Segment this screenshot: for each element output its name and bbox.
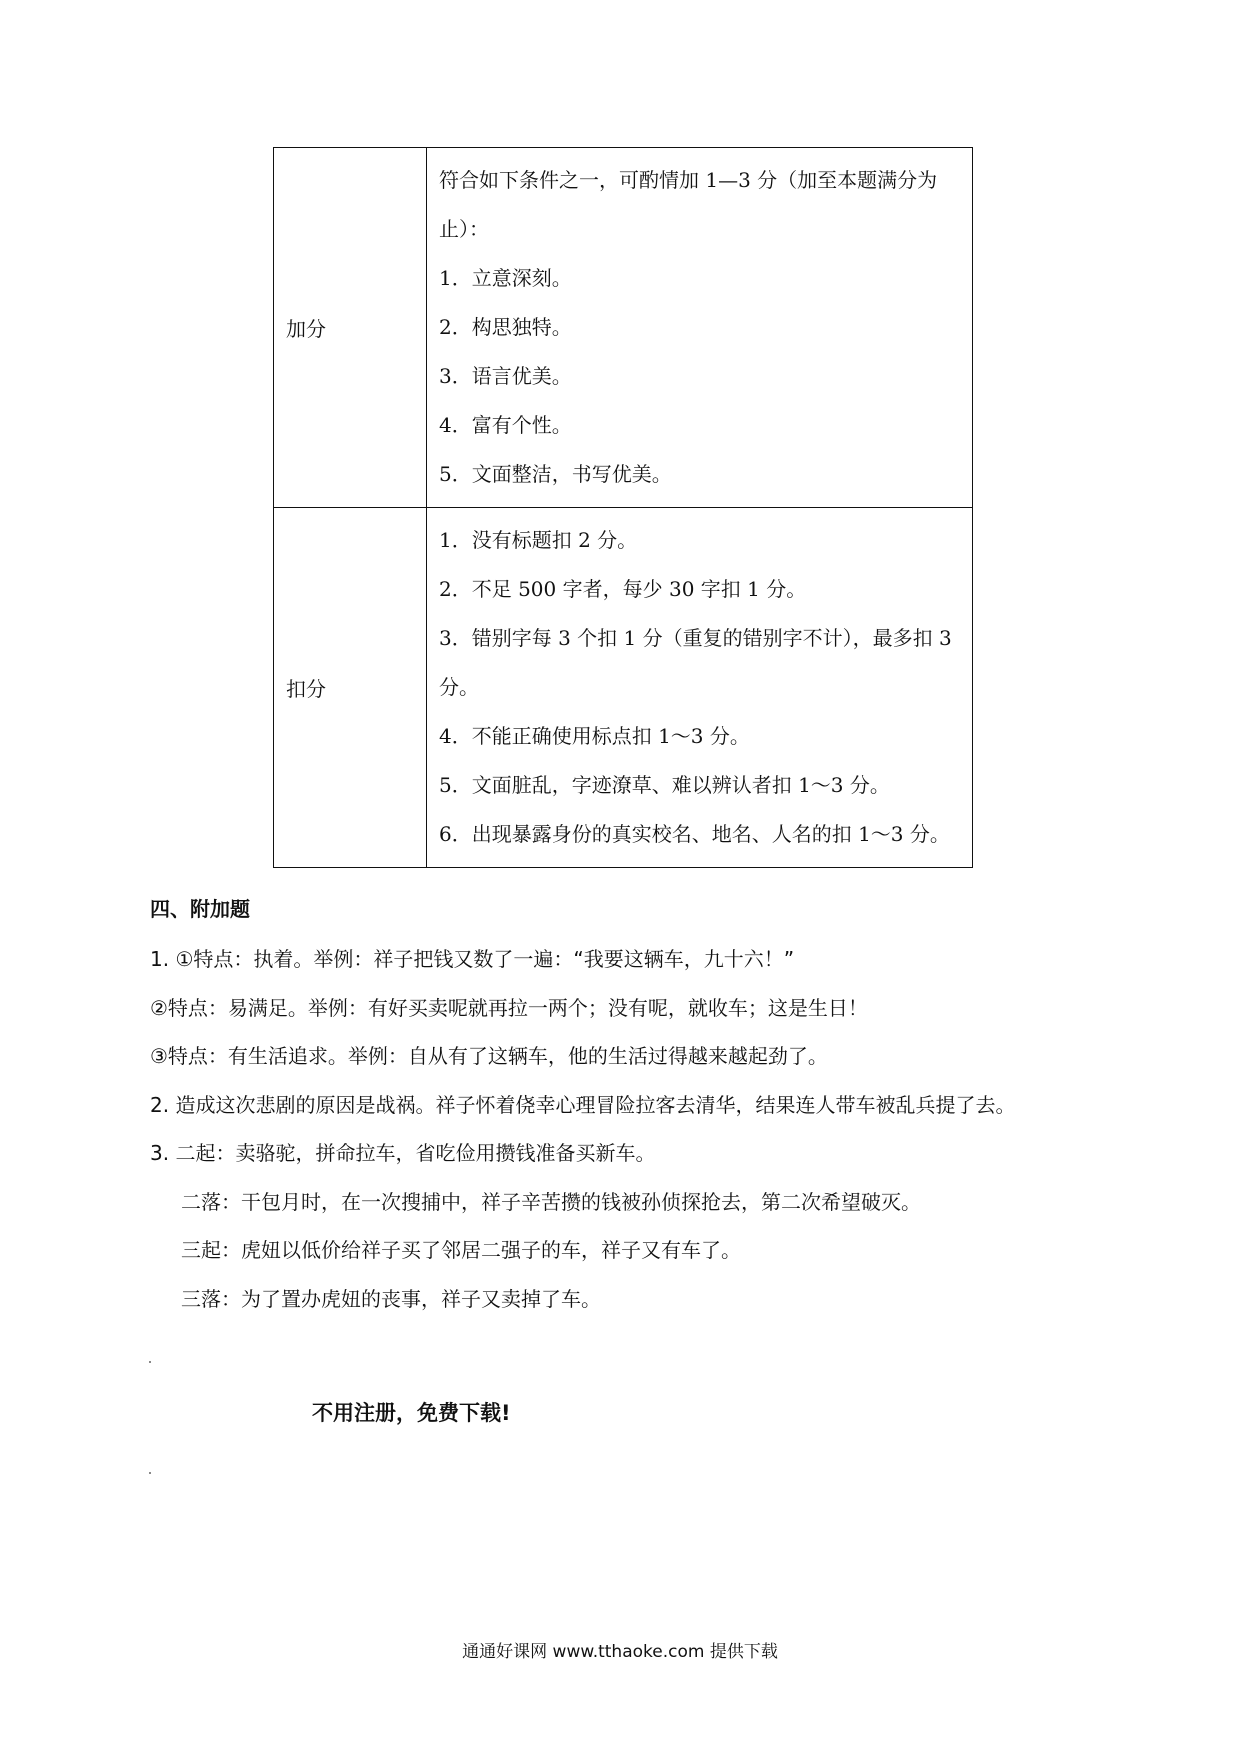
answer-line: 三落：为了置办虎妞的丧事，祥子又卖掉了车。 xyxy=(181,1286,601,1311)
bonus-line: 2．构思独特。 xyxy=(439,315,572,339)
table-row-deduction xyxy=(274,508,973,868)
deduction-line: 3．错别字每 3 个扣 1 分（重复的错别字不计），最多扣 3 分。 xyxy=(439,626,952,699)
bonus-line: 1．立意深刻。 xyxy=(439,266,572,290)
deduction-line: 4．不能正确使用标点扣 1～3 分。 xyxy=(439,724,750,748)
answer-line: 三起：虎妞以低价给祥子买了邻居二强子的车，祥子又有车了。 xyxy=(181,1238,741,1262)
deduction-line: 5．文面脏乱，字迹潦草、难以辨认者扣 1～3 分。 xyxy=(439,773,890,797)
answer-list xyxy=(150,935,1150,1323)
answer-line: 二落：干包月时，在一次搜捕中，祥子辛苦攒的钱被孙侦探抢去，第二次希望破灭。 xyxy=(181,1189,921,1214)
row-content-bonus xyxy=(427,148,973,508)
row-label-deduction: 扣分 xyxy=(274,508,427,868)
grading-table xyxy=(273,147,973,868)
answer-line: ③特点：有生活追求。举例：自从有了这辆车，他的生活过得越来越起劲了。 xyxy=(150,1044,828,1068)
row-label-bonus: 加分 xyxy=(274,148,427,508)
table-row-bonus xyxy=(274,148,973,508)
answer-line: 3. 二起：卖骆驼，拼命拉车，省吃俭用攒钱准备买新车。 xyxy=(150,1141,656,1165)
stray-dot xyxy=(149,1361,151,1363)
bonus-line: 5．文面整洁，书写优美。 xyxy=(439,462,672,486)
promo-text: 不用注册，免费下载! xyxy=(312,1401,511,1425)
deduction-line: 2．不足 500 字者，每少 30 字扣 1 分。 xyxy=(439,577,807,601)
bonus-line: 4．富有个性。 xyxy=(439,413,572,437)
answer-line: 2. 造成这次悲剧的原因是战祸。祥子怀着侥幸心理冒险拉客去清华，结果连人带车被乱兵提了去。 xyxy=(150,1092,1016,1117)
answer-line: 1. ①特点：执着。举例：祥子把钱又数了一遍：“我要这辆车，九十六！” xyxy=(150,947,795,971)
stray-dot xyxy=(149,1472,151,1474)
deduction-line: 1．没有标题扣 2 分。 xyxy=(439,528,638,552)
page-footer: 通通好课网 www.tthaoke.com 提供下载 xyxy=(462,1642,778,1662)
answer-line: ②特点：易满足。举例：有好买卖呢就再拉一两个；没有呢，就收车；这是生日！ xyxy=(150,995,868,1020)
section-heading: 四、附加题 xyxy=(150,897,250,921)
bonus-line: 符合如下条件之一，可酌情加 1—3 分（加至本题满分为止）： xyxy=(439,168,938,241)
bonus-line: 3．语言优美。 xyxy=(439,364,572,388)
deduction-line: 6．出现暴露身份的真实校名、地名、人名的扣 1～3 分。 xyxy=(439,822,950,846)
row-content-deduction xyxy=(427,508,973,868)
